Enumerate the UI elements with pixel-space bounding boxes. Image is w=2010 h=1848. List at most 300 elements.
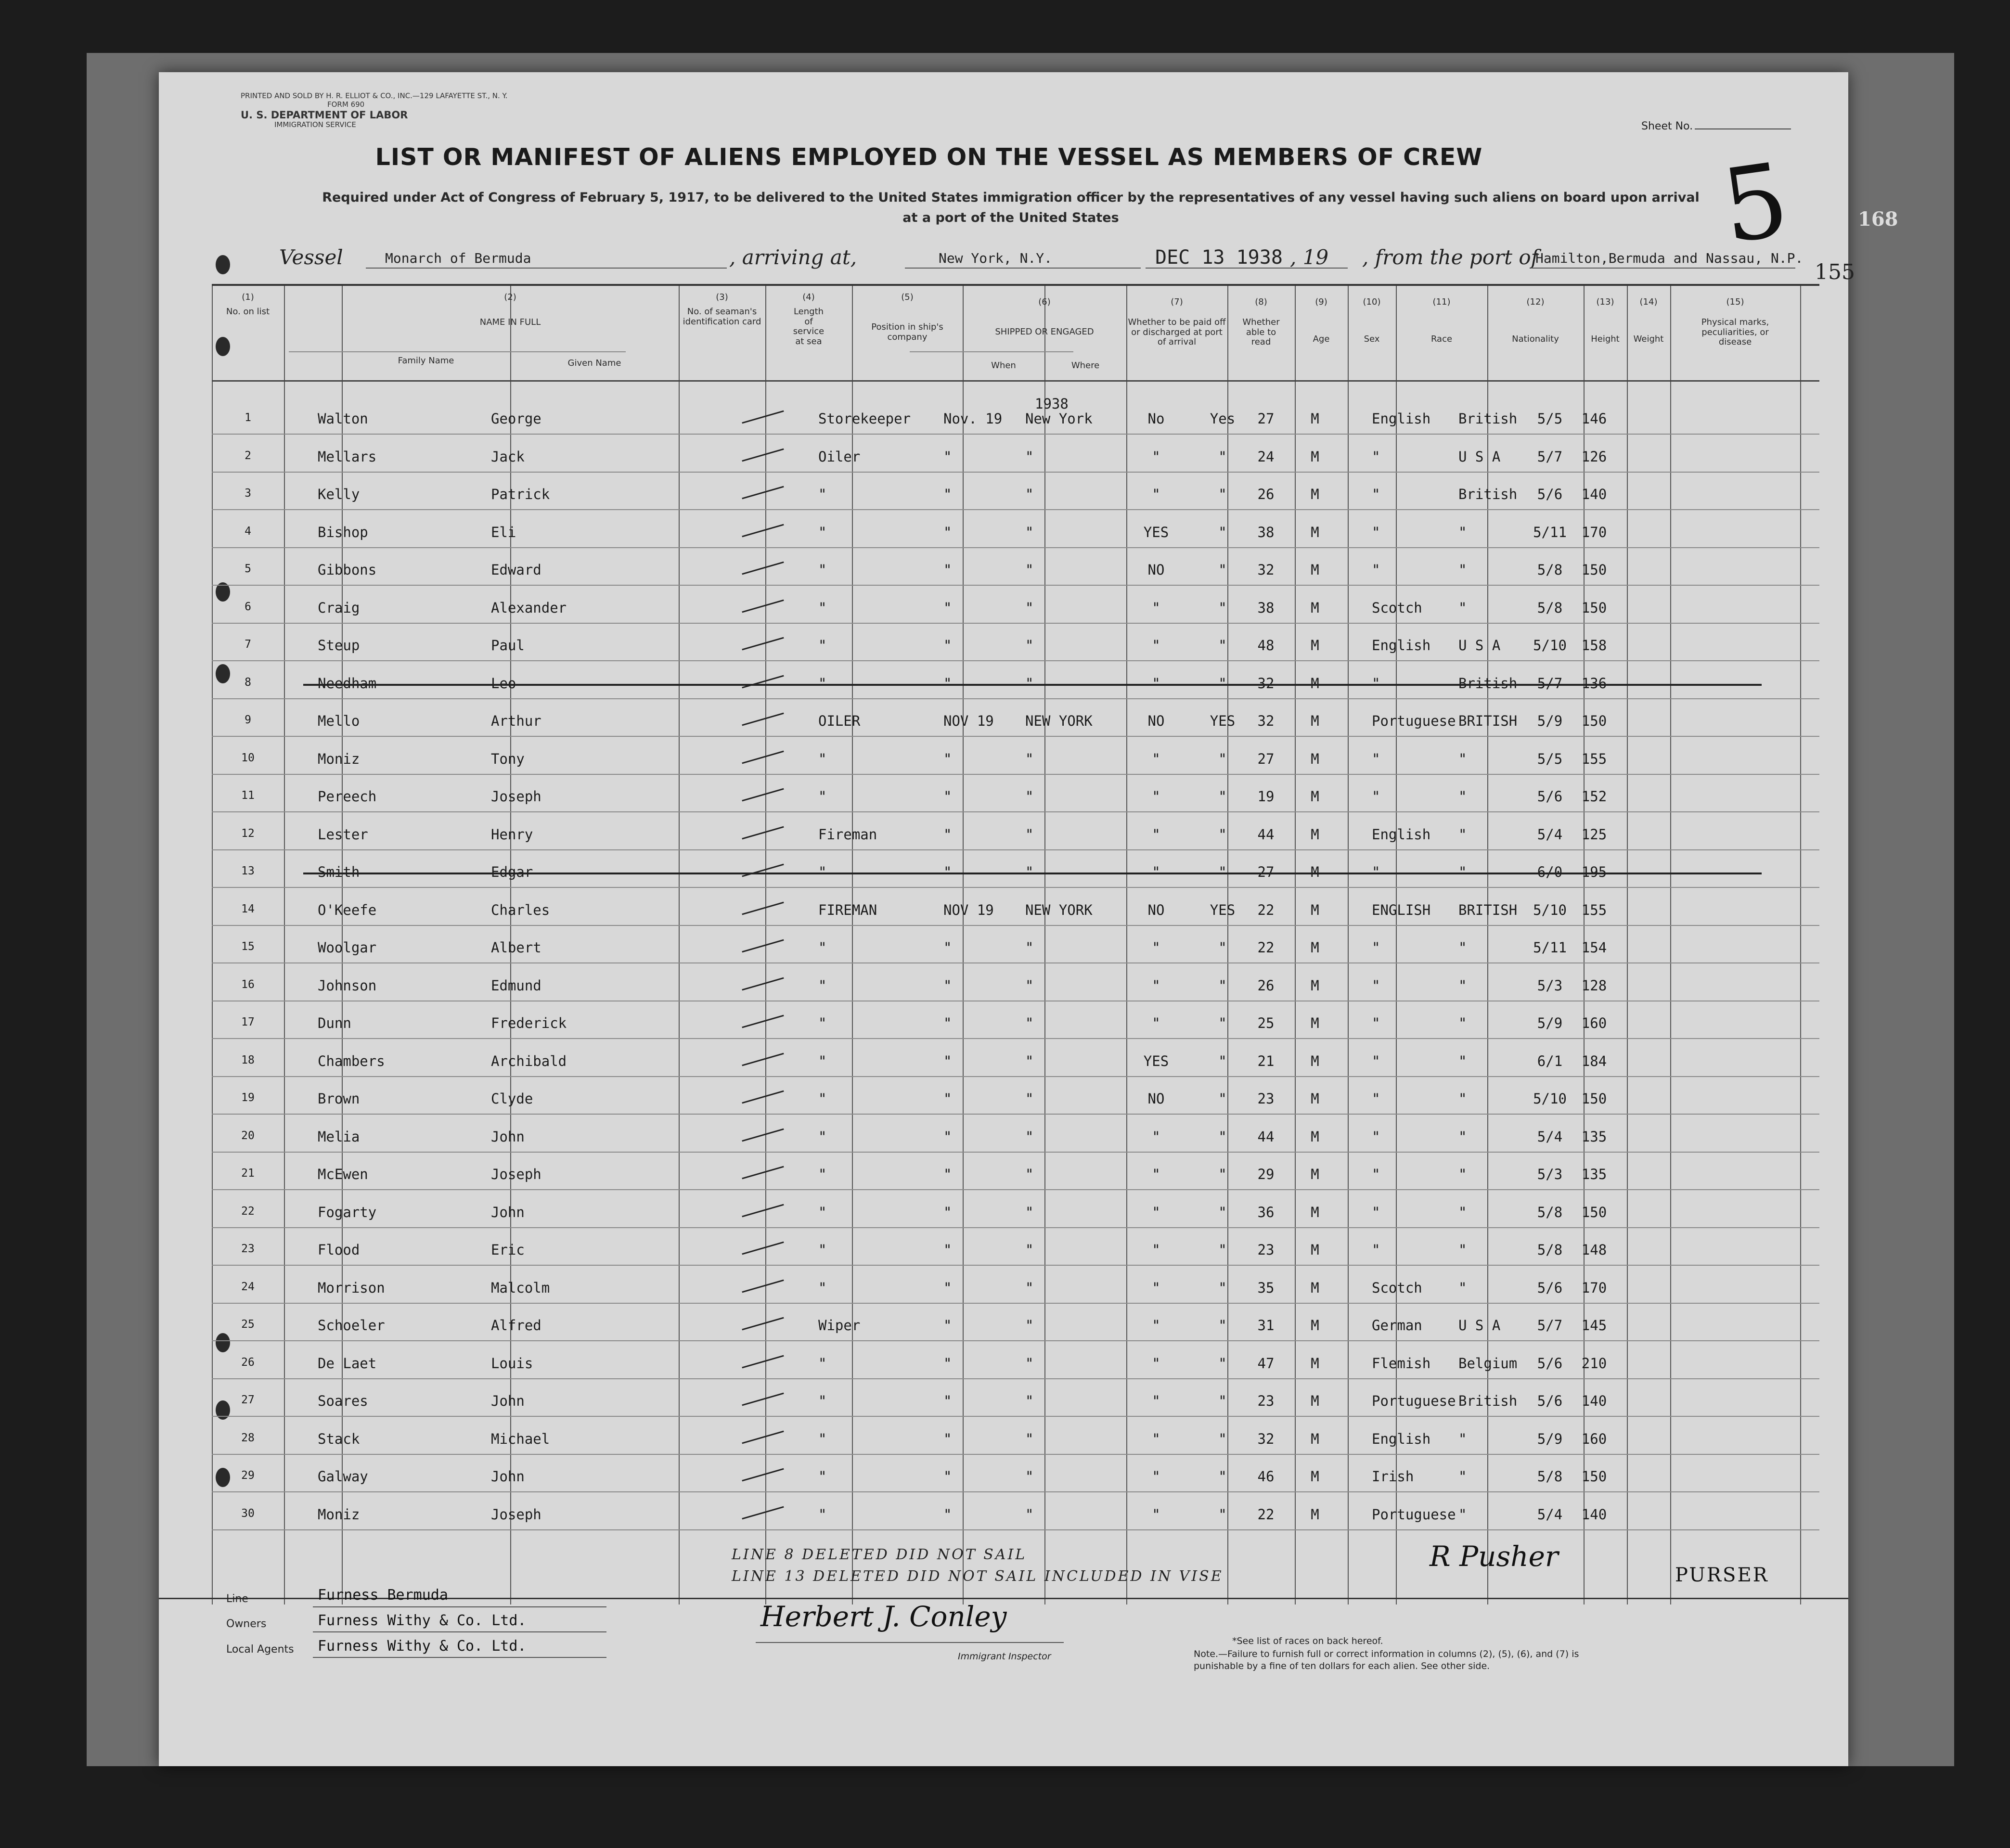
row-24-nationality: " [1458,1279,1467,1296]
col-header-age: Age [1313,334,1330,344]
row-18-no: 18 [241,1053,255,1066]
row-3-read: " [1218,486,1227,502]
row-19-no: 19 [241,1091,255,1104]
row-20-age: 44 [1257,1128,1275,1145]
row-11-height: 5/6 [1537,788,1563,805]
row-24-read: " [1218,1279,1227,1296]
row-12-height: 5/4 [1537,826,1563,843]
row-23-height: 5/8 [1537,1242,1563,1258]
row-19-given: Clyde [491,1091,533,1107]
row-11-where: " [1025,788,1034,805]
row-16-read: " [1218,977,1227,994]
col-header-given-name: Given Name [567,358,621,368]
row-24-where: " [1025,1279,1034,1296]
row-9-position: OILER [818,713,861,729]
row-27-paid: " [1152,1393,1160,1409]
row-29-no: 29 [241,1469,255,1482]
row-20-family: Melia [318,1128,360,1145]
row-14-race: ENGLISH [1372,901,1431,918]
row-14-weight: 155 [1581,901,1607,918]
row-27-age: 23 [1257,1393,1275,1409]
line-label: Line [226,1593,248,1605]
row-23-weight: 148 [1581,1242,1607,1258]
row-7-sex: M [1311,637,1319,654]
deletion-note-line-8: LINE 8 DELETED DID NOT SAIL [732,1546,1027,1563]
manifest-page: PRINTED AND SOLD BY H. R. ELLIOT & CO., INC.—129 LAFAYETTE ST., N. Y. FORM 690 U. S. DEPARTMENT OF LABOR IMMIGRATION SERVICE Sheet No. 5 168 LIST OR MANIFEST OF ALIENS EMPLOYED ON THE VESSEL AS MEMBERS OF CREW Required under Act of Congress of February 5, 1917, to be delivered to the United States immigration officer by the representatives of any vessel having such aliens on board upon arrival at a port of the United States Vessel Monarch of Bermuda , arriving at, New York, N.Y. DEC 13 1938 , 19 , from the port of Hamilton,Bermuda and Nassau, N.P. 155 (1) No. on list (2) NAME IN FULL Family Name Given Name (3) No. of seaman's identification card (4) Length of service at sea (5) Position in ship's company (6) SHIPPED OR ENGAGED When Where (7) Whether to be paid off or discharged at port of arrival (8) Whether able to read (9) Age (10) Sex (11) Race (12) Nationality (13) Height (14) Weight (15) Physical marks, peculiarities, or disease 1938 1 Walton George Storekeeper Nov. 19 New York No Yes 27 M English British 5/5 146 2 Mellars Jack Oiler " " " " 24 M " U S A 5/7 126 3 Kelly Patrick " " " " " 26 M " British 5/6 140 4 Bishop Eli " " " YES " 38 M " " 5/11 170 5 Gibbons Edward " " " NO " 32 M " " 5/8 150 6 Craig Alexander " " " " " 38 M Scotch " 5/8 150 7 Steup Paul " " " " " 48 M English U S A 5/10 158 8 Needham Leo " " " " " 32 M " British 5/7 136 9 Mello Arthur OILER NOV 19 NEW YORK NO YES 32 M Portuguese BRITISH 5/9 150 10 Moniz Tony " " " " " 27 M " " 5/5 155 11 Pereech Joseph " " " " " 19 M " " 5/6 152 12 Lester Henry Fireman " " " " 44 M English " 5/4 125 13 Smith Edgar " " " " " 27 M " " 6/0 195 14 O'Keefe Charles FIREMAN NOV 19 NEW YORK NO YES 22 M ENGLISH BRITISH 5/10 155 15 Woolgar Albert " " " " " 22 M " " 5/11 154 16 Johnson Edmund " " " " " 26 M " " 5/3 128 17 Dunn Frederick " " " " " 25 M " " 5/9 160 18 Chambers Archibald " " " YES " 21 M " " 6/1 184 19 Brown Clyde " " " NO " 23 M " " 5/10 150 20 Melia John " " " " " 44 M " " 5/4 135 21 McEwen Joseph " " " " " 29 M " " 5/3 135 22 Fogarty John " " " " " 36 M " " 5/8 150 23 Flood Eric " " " " " 23 M " " 5/8 148 24 Morrison Malcolm " " " " " 35 M Scotch " 5/6 170 25 Schoeler Alfred Wiper " " " " 31 M German U S A 5/7 145 26 De Laet Louis " " " " " 47 M Flemish Belgium 5/6 210 27 Soares John " " " " " 23 M Portuguese British 5/6 140 28 Stack Michael " " " " " 32 M English " 5/9 160 29 Galway John " " " " " 46 M Irish " 5/8 150 30 Moniz Joseph " " " " " 22 M Portuguese " 5/4 140 LINE 8 DELETED DID NOT SAIL LINE 13 DELETED DID NOT SAIL INCLUDED IN VISE R Pusher PURSER Line Furness Bermuda Owners Furness Withy & Co. Ltd. Local Agents Furness Withy & Co. Ltd. Herbert J. Conley Immigrant Inspector *See list of races on back hereof. Note.—Failure to furnish full or correct information in columns (2), (5), (6), and (7) is punishable by a fine of ten dollars for each alien. See other side. [159,72,1848,1766]
row-21-sex: M [1311,1166,1319,1182]
row-19-height: 5/10 [1533,1091,1567,1107]
strike-through-line [303,684,1762,686]
col-header-read: Whether able to read [1242,317,1280,347]
row-14-family: O'Keefe [318,901,377,918]
row-15-age: 22 [1257,939,1275,956]
col-header-shipped: SHIPPED OR ENGAGED [995,327,1094,337]
row-15-when: " [943,939,952,956]
row-28-race: English [1372,1430,1431,1447]
row-8-sex: M [1311,675,1319,692]
row-26-weight: 210 [1581,1355,1607,1372]
row-2-height: 5/7 [1537,448,1563,465]
row-30-weight: 140 [1581,1506,1607,1523]
col-header-no: No. on list [226,307,270,317]
row-4-height: 5/11 [1533,524,1567,540]
row-7-family: Steup [318,637,360,654]
row-5-race: " [1372,562,1380,578]
row-23-read: " [1218,1242,1227,1258]
row-7-race: English [1372,637,1431,654]
col-header-race: Race [1430,334,1453,344]
row-8-paid: " [1152,675,1160,692]
row-12-given: Henry [491,826,533,843]
row-19-race: " [1372,1091,1380,1107]
row-5-family: Gibbons [318,562,377,578]
row-29-given: John [491,1468,525,1485]
row-17-read: " [1218,1015,1227,1031]
row-26-height: 5/6 [1537,1355,1563,1372]
arriving-label: , arriving at, [729,245,857,269]
row-5-when: " [943,562,952,578]
row-30-age: 22 [1257,1506,1275,1523]
row-7-height: 5/10 [1533,637,1567,654]
row-16-family: Johnson [318,977,377,994]
row-21-when: " [943,1166,952,1182]
row-29-race: Irish [1372,1468,1414,1485]
row-18-paid: YES [1143,1052,1169,1069]
row-17-sex: M [1311,1015,1319,1031]
row-26-given: Louis [491,1355,533,1372]
row-28-weight: 160 [1581,1430,1607,1447]
row-1-weight: 146 [1581,411,1607,427]
row-1-paid: No [1147,411,1165,427]
row-28-family: Stack [318,1430,360,1447]
row-28-when: " [943,1430,952,1447]
row-3-race: " [1372,486,1380,502]
row-20-height: 5/4 [1537,1128,1563,1145]
row-22-height: 5/8 [1537,1204,1563,1220]
row-19-weight: 150 [1581,1091,1607,1107]
row-11-no: 11 [241,789,255,802]
row-3-paid: " [1152,486,1160,502]
row-7-age: 48 [1257,637,1275,654]
row-29-height: 5/8 [1537,1468,1563,1485]
row-27-nationality: British [1458,1393,1518,1409]
row-30-sex: M [1311,1506,1319,1523]
row-18-family: Chambers [318,1052,385,1069]
row-7-weight: 158 [1581,637,1607,654]
inspector-label: Immigrant Inspector [958,1651,1051,1662]
row-25-position: Wiper [818,1317,861,1334]
row-28-read: " [1218,1430,1227,1447]
row-27-height: 5/6 [1537,1393,1563,1409]
row-23-family: Flood [318,1242,360,1258]
row-13-age: 27 [1257,864,1275,880]
row-12-nationality: " [1458,826,1467,843]
row-20-read: " [1218,1128,1227,1145]
row-26-position: " [818,1355,827,1372]
from-port-label: , from the port of [1362,245,1539,269]
row-10-given: Tony [491,750,525,767]
row-18-read: " [1218,1052,1227,1069]
row-30-read: " [1218,1506,1227,1523]
row-9-given: Arthur [491,713,541,729]
row-7-paid: " [1152,637,1160,654]
row-3-no: 3 [245,487,251,500]
row-8-nationality: British [1458,675,1518,692]
row-22-weight: 150 [1581,1204,1607,1220]
row-8-age: 32 [1257,675,1275,692]
row-1-age: 27 [1257,411,1275,427]
row-24-given: Malcolm [491,1279,550,1296]
row-21-position: " [818,1166,827,1182]
row-30-given: Joseph [491,1506,541,1523]
row-15-height: 5/11 [1533,939,1567,956]
row-23-sex: M [1311,1242,1319,1258]
from-port: Hamilton,Bermuda and Nassau, N.P. [1535,250,1804,266]
row-23-race: " [1372,1242,1380,1258]
row-11-age: 19 [1257,788,1275,805]
row-20-when: " [943,1128,952,1145]
row-5-read: " [1218,562,1227,578]
row-9-height: 5/9 [1537,713,1563,729]
row-15-family: Woolgar [318,939,377,956]
row-24-age: 35 [1257,1279,1275,1296]
row-8-family: Needham [318,675,377,692]
row-10-nationality: " [1458,750,1467,767]
row-12-when: " [943,826,952,843]
row-3-family: Kelly [318,486,360,502]
row-10-read: " [1218,750,1227,767]
row-28-where: " [1025,1430,1034,1447]
row-1-read: Yes [1210,411,1236,427]
row-30-position: " [818,1506,827,1523]
row-3-age: 26 [1257,486,1275,502]
row-16-given: Edmund [491,977,541,994]
row-2-no: 2 [245,449,251,462]
row-20-given: John [491,1128,525,1145]
col-header-service-length: Length of service at sea [793,307,825,347]
row-25-when: " [943,1317,952,1334]
row-11-read: " [1218,788,1227,805]
row-8-read: " [1218,675,1227,692]
sheet-number-handwritten: 5 [1715,140,1796,267]
row-25-where: " [1025,1317,1034,1334]
row-17-family: Dunn [318,1015,351,1031]
row-24-paid: " [1152,1279,1160,1296]
row-1-no: 1 [245,411,251,424]
row-25-given: Alfred [491,1317,541,1334]
line-value: Furness Bermuda [318,1587,448,1604]
row-29-weight: 150 [1581,1468,1607,1485]
col-header-id-card: No. of seaman's identification card [683,307,761,327]
row-17-race: " [1372,1015,1380,1031]
row-10-sex: M [1311,750,1319,767]
row-5-no: 5 [245,563,251,575]
row-17-paid: " [1152,1015,1160,1031]
row-5-age: 32 [1257,562,1275,578]
row-15-position: " [818,939,827,956]
row-22-position: " [818,1204,827,1220]
row-10-family: Moniz [318,750,360,767]
row-7-given: Paul [491,637,525,654]
row-29-family: Galway [318,1468,368,1485]
row-22-sex: M [1311,1204,1319,1220]
row-1-sex: M [1311,411,1319,427]
row-1-family: Walton [318,411,368,427]
row-14-height: 5/10 [1533,901,1567,918]
row-25-race: German [1372,1317,1422,1334]
arrival-port: New York, N.Y. [939,250,1053,266]
row-12-sex: M [1311,826,1319,843]
row-2-age: 24 [1257,448,1275,465]
row-30-nationality: " [1458,1506,1467,1523]
row-2-paid: " [1152,448,1160,465]
col-header-where: Where [1071,360,1100,371]
row-15-weight: 154 [1581,939,1607,956]
row-24-no: 24 [241,1280,255,1293]
row-2-where: " [1025,448,1034,465]
row-23-no: 23 [241,1243,255,1255]
row-24-when: " [943,1279,952,1296]
row-19-family: Brown [318,1091,360,1107]
row-3-height: 5/6 [1537,486,1563,502]
vessel-label: Vessel [279,245,343,269]
row-4-position: " [818,524,827,540]
row-8-position: " [818,675,827,692]
row-10-position: " [818,750,827,767]
row-9-no: 9 [245,714,251,726]
arrival-date: DEC 13 1938 [1155,246,1283,269]
row-26-race: Flemish [1372,1355,1431,1372]
owners-value: Furness Withy & Co. Ltd. [318,1612,527,1629]
row-22-family: Fogarty [318,1204,377,1220]
row-8-weight: 136 [1581,675,1607,692]
row-6-position: " [818,599,827,616]
row-22-when: " [943,1204,952,1220]
row-20-position: " [818,1128,827,1145]
col-header-height: Height [1591,334,1620,344]
row-5-where: " [1025,562,1034,578]
row-2-nationality: U S A [1458,448,1501,465]
row-12-position: Fireman [818,826,877,843]
row-30-race: Portuguese [1372,1506,1456,1523]
row-17-position: " [818,1015,827,1031]
row-5-weight: 150 [1581,562,1607,578]
row-23-when: " [943,1242,952,1258]
agents-value: Furness Withy & Co. Ltd. [318,1638,527,1655]
row-15-race: " [1372,939,1380,956]
row-19-age: 23 [1257,1091,1275,1107]
row-13-weight: 195 [1581,864,1607,880]
row-26-nationality: Belgium [1458,1355,1518,1372]
row-13-sex: M [1311,864,1319,880]
row-6-age: 38 [1257,599,1275,616]
row-12-weight: 125 [1581,826,1607,843]
row-24-weight: 170 [1581,1279,1607,1296]
row-27-no: 27 [241,1394,255,1406]
row-1-height: 5/5 [1537,411,1563,427]
col-header-physical-marks: Physical marks, peculiarities, or disease [1701,317,1769,347]
row-21-nationality: " [1458,1166,1467,1182]
row-15-read: " [1218,939,1227,956]
row-6-read: " [1218,599,1227,616]
row-10-when: " [943,750,952,767]
row-1-race: English [1372,411,1431,427]
row-3-nationality: British [1458,486,1518,502]
row-8-height: 5/7 [1537,675,1563,692]
row-22-nationality: " [1458,1204,1467,1220]
row-16-race: " [1372,977,1380,994]
row-19-position: " [818,1091,827,1107]
row-12-paid: " [1152,826,1160,843]
row-24-sex: M [1311,1279,1319,1296]
crew-table-frame [212,284,1819,1603]
row-6-no: 6 [245,600,251,613]
row-22-no: 22 [241,1205,255,1218]
row-4-where: " [1025,524,1034,540]
row-16-nationality: " [1458,977,1467,994]
row-22-where: " [1025,1204,1034,1220]
row-18-nationality: " [1458,1052,1467,1069]
row-12-no: 12 [241,827,255,840]
row-8-given: Leo [491,675,516,692]
row-3-weight: 140 [1581,486,1607,502]
row-16-height: 5/3 [1537,977,1563,994]
row-28-nationality: " [1458,1430,1467,1447]
row-7-read: " [1218,637,1227,654]
row-4-no: 4 [245,525,251,538]
row-3-position: " [818,486,827,502]
col-header-position: Position in ship's company [871,322,943,342]
row-18-age: 21 [1257,1052,1275,1069]
row-29-where: " [1025,1468,1034,1485]
row-14-no: 14 [241,902,255,915]
row-2-when: " [943,448,952,465]
row-25-sex: M [1311,1317,1319,1334]
row-20-no: 20 [241,1129,255,1142]
document-title: LIST OR MANIFEST OF ALIENS EMPLOYED ON THE VESSEL AS MEMBERS OF CREW [375,143,1483,171]
row-6-nationality: " [1458,599,1467,616]
row-23-paid: " [1152,1242,1160,1258]
row-6-given: Alexander [491,599,567,616]
row-23-given: Eric [491,1242,525,1258]
row-17-nationality: " [1458,1015,1467,1031]
row-19-when: " [943,1091,952,1107]
penalty-note: Note.—Failure to furnish full or correct information in columns (2), (5), (6), and (7) is punishable by a fine of ten dollars for each alien. See other side. [1194,1649,1579,1671]
row-29-when: " [943,1468,952,1485]
row-4-weight: 170 [1581,524,1607,540]
row-29-sex: M [1311,1468,1319,1485]
row-27-read: " [1218,1393,1227,1409]
row-5-given: Edward [491,562,541,578]
row-2-given: Jack [491,448,525,465]
row-12-where: " [1025,826,1034,843]
row-13-given: Edgar [491,864,533,880]
row-25-nationality: U S A [1458,1317,1501,1334]
row-21-paid: " [1152,1166,1160,1182]
row-21-age: 29 [1257,1166,1275,1182]
row-4-family: Bishop [318,524,368,540]
owners-label: Owners [226,1618,267,1630]
col-header-weight: Weight [1633,334,1664,344]
strike-through-line [303,873,1762,874]
row-7-when: " [943,637,952,654]
row-23-position: " [818,1242,827,1258]
row-4-given: Eli [491,524,516,540]
row-8-where: " [1025,675,1034,692]
row-20-weight: 135 [1581,1128,1607,1145]
row-2-position: Oiler [818,448,861,465]
row-10-age: 27 [1257,750,1275,767]
row-30-paid: " [1152,1506,1160,1523]
row-28-paid: " [1152,1430,1160,1447]
row-4-age: 38 [1257,524,1275,540]
row-11-given: Joseph [491,788,541,805]
row-3-where: " [1025,486,1034,502]
row-15-nationality: " [1458,939,1467,956]
row-11-position: " [818,788,827,805]
row-9-where: NEW YORK [1025,713,1093,729]
row-16-weight: 128 [1581,977,1607,994]
row-19-read: " [1218,1091,1227,1107]
row-1-nationality: British [1458,411,1518,427]
col-header-paid-off: Whether to be paid off or discharged at port of arrival [1128,317,1226,347]
row-3-sex: M [1311,486,1319,502]
row-1-given: George [491,411,541,427]
races-note: *See list of races on back hereof. [1232,1636,1383,1646]
row-10-height: 5/5 [1537,750,1563,767]
row-14-read: YES [1210,901,1236,918]
row-21-family: McEwen [318,1166,368,1182]
row-11-race: " [1372,788,1380,805]
row-23-nationality: " [1458,1242,1467,1258]
row-20-where: " [1025,1128,1034,1145]
row-18-given: Archibald [491,1052,567,1069]
row-7-where: " [1025,637,1034,654]
row-26-read: " [1218,1355,1227,1372]
row-1-where: New York [1025,411,1093,427]
row-29-read: " [1218,1468,1227,1485]
row-6-when: " [943,599,952,616]
row-14-where: NEW YORK [1025,901,1093,918]
row-18-when: " [943,1052,952,1069]
row-1-when: Nov. 19 [943,411,1003,427]
row-18-weight: 184 [1581,1052,1607,1069]
row-16-position: " [818,977,827,994]
row-22-age: 36 [1257,1204,1275,1220]
row-27-when: " [943,1393,952,1409]
row-6-where: " [1025,599,1034,616]
row-14-sex: M [1311,901,1319,918]
